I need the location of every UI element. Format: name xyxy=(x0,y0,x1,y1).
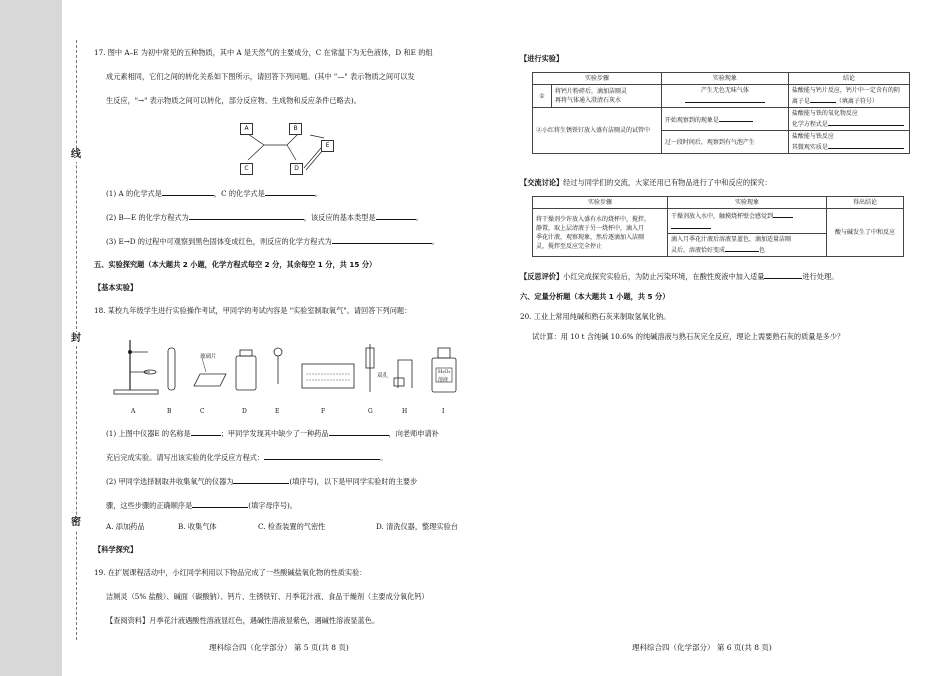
answer-blank[interactable] xyxy=(725,244,759,252)
apparatus-label-a: A xyxy=(131,408,136,415)
q17-sub1-text-c: 。 xyxy=(314,189,323,198)
q18-sub2-text-a: (2) 甲同学选择制取并收集氧气的仪器为 xyxy=(106,477,234,486)
glass-plate-label: 玻璃片 xyxy=(200,354,217,360)
left-page-footer: 理科综合四（化学部分） 第 5 页(共 8 页) xyxy=(209,643,349,652)
table2-header-conclusion: 得出结论 xyxy=(827,197,904,209)
table1-row1-observation xyxy=(661,85,788,108)
right-page-footer: 理科综合四（化学部分） 第 6 页(共 8 页) xyxy=(632,643,772,652)
q17-line-1: 17. 图中 A–E 为初中常见的五种物质，其中 A 是天然气的主要成分，C 在常温下为无色液体，D 和E 的组 xyxy=(94,48,433,57)
q18-sub1-text-a: (1) 上图中仪器E 的名称是 xyxy=(106,429,191,438)
basic-experiment-heading: 【基本实验】 xyxy=(94,283,138,292)
node-c: C xyxy=(240,163,253,175)
section-5-heading: 五、实验探究题（本大题共 2 小题，化学方程式每空 2 分，其余每空 1 分，共 15 分） xyxy=(94,260,377,269)
binding-seal-3: 密 xyxy=(71,517,81,528)
table2-obs2: 滴入月季花汁液后溶液显蓝色，滴加适量洁厕 xyxy=(671,236,792,243)
bottle-solution-label: 溶液 xyxy=(438,377,449,383)
table1-row1-conclusion xyxy=(788,85,909,108)
q18-sub2-cont xyxy=(106,500,297,511)
answer-blank[interactable] xyxy=(764,271,802,279)
table2-obs3: 灵后，溶液恰好变成 xyxy=(671,247,726,254)
table1-row3-con4: 其微观实质是 xyxy=(791,144,828,151)
q19-line-3: 【查阅资料】月季花汁液遇酸性溶液显红色，遇碱性溶液显紫色，遇碱性溶液显蓝色。 xyxy=(106,616,380,625)
apparatus-label-e: E xyxy=(275,408,280,415)
q17-sub1-text-b: ，C 的化学式是 xyxy=(213,189,265,198)
table1-row2-con2: 化学方程式是 xyxy=(791,121,828,128)
q18-sub2-text-d: (填字母序号)。 xyxy=(248,501,297,510)
bottle-h2o2-label: H₂O₂ xyxy=(438,369,451,375)
table2-step2: 静置，取上层清液于另一烧杯中，滴入月 xyxy=(536,224,645,232)
q17-sub2-text-b: ，该反应的基本类型是 xyxy=(303,213,376,222)
table1-row1-number: ① xyxy=(533,85,552,108)
table1-row1-con2a: 离子是 xyxy=(791,98,810,105)
q19-line-1: 19. 在扩展课程活动中，小红同学利用以下物品完成了一些酸碱盐氧化物的性质实验： xyxy=(94,568,367,577)
q18-sub1-text-d: 充后完成实验。请写出该实验的化学反应方程式： xyxy=(106,453,265,462)
apparatus-label-i: I xyxy=(442,408,445,415)
table1-row1-step2: 再将气体通入澄清石灰水 xyxy=(555,97,622,104)
table1-row3-con3: 盐酸能与铁反应 xyxy=(791,133,834,140)
node-b: B xyxy=(289,123,302,135)
q17-sub1-text-a: (1) A 的化学式是 xyxy=(106,189,162,198)
q18-sub1 xyxy=(106,428,439,439)
table2-obs3b: 色 xyxy=(759,247,766,254)
double-hole-label: 双孔 xyxy=(377,373,389,379)
node-a: A xyxy=(240,123,253,135)
q18-line-1: 18. 某校九年级学生进行实验操作考试，甲同学的考试内容是 "实验室制取氧气"。请回答下列问题： xyxy=(94,306,412,315)
table1-row2-step: ②小红将生锈铁钉放入盛有洁厕灵的试管中 xyxy=(533,108,662,154)
reflection-text-b: 进行处理。 xyxy=(802,272,839,281)
answer-blank[interactable] xyxy=(191,428,221,436)
science-explore-heading: 【科学探究】 xyxy=(94,545,138,554)
q20-line-1: 20. 工业上常用纯碱和熟石灰来制取氢氧化钠。 xyxy=(520,312,671,321)
table1-row2-con1: 盐酸能与铁的氧化物反应 xyxy=(791,110,858,117)
binding-seal-1: 线 xyxy=(71,149,81,160)
discussion-heading: 【交流讨论】 xyxy=(520,178,564,187)
q18-sub2-text-c: 骤，这些步骤的正确顺序是 xyxy=(106,501,193,510)
q17-sub3 xyxy=(106,236,439,247)
table1-row2-conclusion xyxy=(788,108,909,131)
q17-sub2-text-a: (2) B—E 的化学方程式为 xyxy=(106,213,189,222)
apparatus-label-c: C xyxy=(200,408,205,415)
reflection-heading: 【反思评价】 xyxy=(520,272,564,281)
q18-apparatus-illustration xyxy=(102,338,472,408)
table1-row1-step1: 将钙片粉碎后，滴加洁厕灵 xyxy=(555,88,628,95)
table1-row1-con2b: （填离子符号） xyxy=(835,98,878,105)
apparatus-label-d: D xyxy=(242,408,247,415)
table2-observation-1 xyxy=(668,209,827,234)
apparatus-label-b: B xyxy=(167,408,172,415)
apparatus-label-f: F xyxy=(321,408,326,415)
q17-sub3-text-a: (3) E→D 的过程中可观察到黑色固体变成红色，则反应的化学方程式为 xyxy=(106,237,332,246)
q17-sub1 xyxy=(106,188,322,199)
table1-header-conclusion: 结论 xyxy=(788,73,909,85)
table1-header-observation: 实验现象 xyxy=(661,73,788,85)
binding-seal-2: 封 xyxy=(71,333,81,344)
answer-blank[interactable] xyxy=(192,500,248,508)
q17-sub3-text-b: 。 xyxy=(431,237,440,246)
q18-option-b: B. 收集气体 xyxy=(178,522,217,531)
answer-blank[interactable] xyxy=(233,476,289,484)
table2-obs1: 干燥剂放入水中，触摸烧杯壁会感觉到 xyxy=(671,213,774,220)
table2-step3: 季花汁液，观察现象，然后逐滴加入洁厕 xyxy=(536,233,645,241)
answer-blank[interactable] xyxy=(685,95,765,103)
answer-blank[interactable] xyxy=(810,95,836,103)
table2-conclusion: 酸与碱发生了中和反应 xyxy=(827,209,904,257)
answer-blank[interactable] xyxy=(265,188,315,196)
table1-row1-steps xyxy=(552,85,662,108)
q17-line-2: 成元素相同，它们之间的转化关系如下图所示，请回答下列问题。(其中 "—" 表示物质之间可以发 xyxy=(106,72,415,81)
q18-sub1-text-e: 。 xyxy=(380,453,388,462)
binding-margin xyxy=(0,0,62,676)
q18-option-d: D. 清洗仪器，整理实验台 xyxy=(376,522,458,531)
q17-line-3: 生反应，"→" 表示物质之间可以转化，部分反应物、生成物和反应条件已略去)。 xyxy=(106,96,361,105)
answer-blank[interactable] xyxy=(189,212,304,220)
table1-row1-con1: 盐酸能与钙片反应，钙片中一定含有的阴 xyxy=(791,87,900,94)
neutralization-table xyxy=(532,196,904,257)
q18-sub2-text-b: (填序号)，以下是甲同学实验时的主要步 xyxy=(289,477,418,486)
reflection-text-a: 小红完成探究实验后，为防止污染环境，在酸性废液中加入适量 xyxy=(563,272,765,281)
answer-blank[interactable] xyxy=(828,141,904,149)
answer-blank[interactable] xyxy=(828,118,904,126)
experiment-table xyxy=(532,72,910,154)
table2-steps xyxy=(533,209,668,257)
table2-step1: 将干燥剂少许放入盛有水的烧杯中，搅拌， xyxy=(536,215,651,223)
answer-blank[interactable] xyxy=(773,210,793,218)
discussion-text: 经过与同学们的交流，大家还用已有物品进行了中和反应的探究： xyxy=(563,178,772,187)
answer-blank[interactable] xyxy=(329,428,389,436)
q18-sub1-text-c: ，向老师申请补 xyxy=(388,429,439,438)
table2-observation-2 xyxy=(668,234,827,257)
table1-row3-conclusion xyxy=(788,131,909,154)
q20-line-2: 试计算：用 10 t 含纯碱 10.6% 的纯碱溶液与熟石灰完全反应，理论上需要熟石灰的质量是多少？ xyxy=(532,332,845,341)
table1-row1-obs1: 产生无色无味气体 xyxy=(700,87,749,94)
q18-option-a: A. 添加药品 xyxy=(106,522,145,531)
experiment-heading: 【进行实验】 xyxy=(520,54,564,63)
q19-line-2: 洁厕灵（5% 盐酸）、碱面（碳酸钠）、钙片、生锈铁钉、月季花汁液、食品干燥剂（主要成分氧化钙） xyxy=(106,592,429,601)
answer-blank[interactable] xyxy=(264,452,380,460)
q18-sub1-cont xyxy=(106,452,387,463)
q18-sub1-text-b: ；甲同学发现其中缺少了一种药品 xyxy=(220,429,329,438)
apparatus-label-h: H xyxy=(402,408,408,415)
q17-sub2 xyxy=(106,212,423,223)
q18-sub2 xyxy=(106,476,417,487)
answer-blank[interactable] xyxy=(332,236,432,244)
discussion-line xyxy=(520,178,772,188)
table2-step4: 灵，搅拌至反应完全停止 xyxy=(536,242,603,250)
apparatus-label-g: G xyxy=(368,408,373,415)
table2-header-observation: 实验现象 xyxy=(668,197,827,209)
table1-row2-observation xyxy=(661,108,788,131)
q17-sub2-text-c: 。 xyxy=(415,213,423,222)
table1-header-step: 实验步骤 xyxy=(533,73,662,85)
node-e: E xyxy=(321,140,334,152)
table1-row2-obs1: 开始观察到的现象是 xyxy=(664,116,719,124)
section-6-heading: 六、定量分析题（本大题共 1 小题，共 5 分） xyxy=(520,292,670,301)
reflection-line xyxy=(520,271,838,282)
answer-blank[interactable] xyxy=(719,114,753,122)
answer-blank[interactable] xyxy=(671,221,711,229)
node-d: D xyxy=(290,163,303,175)
table1-row3-observation: 过一段时间后，观察到有气泡产生 xyxy=(661,131,788,154)
table2-header-step: 实验步骤 xyxy=(533,197,668,209)
answer-blank[interactable] xyxy=(162,188,214,196)
q18-option-c: C. 检查装置的气密性 xyxy=(258,522,326,531)
answer-blank[interactable] xyxy=(376,212,416,220)
